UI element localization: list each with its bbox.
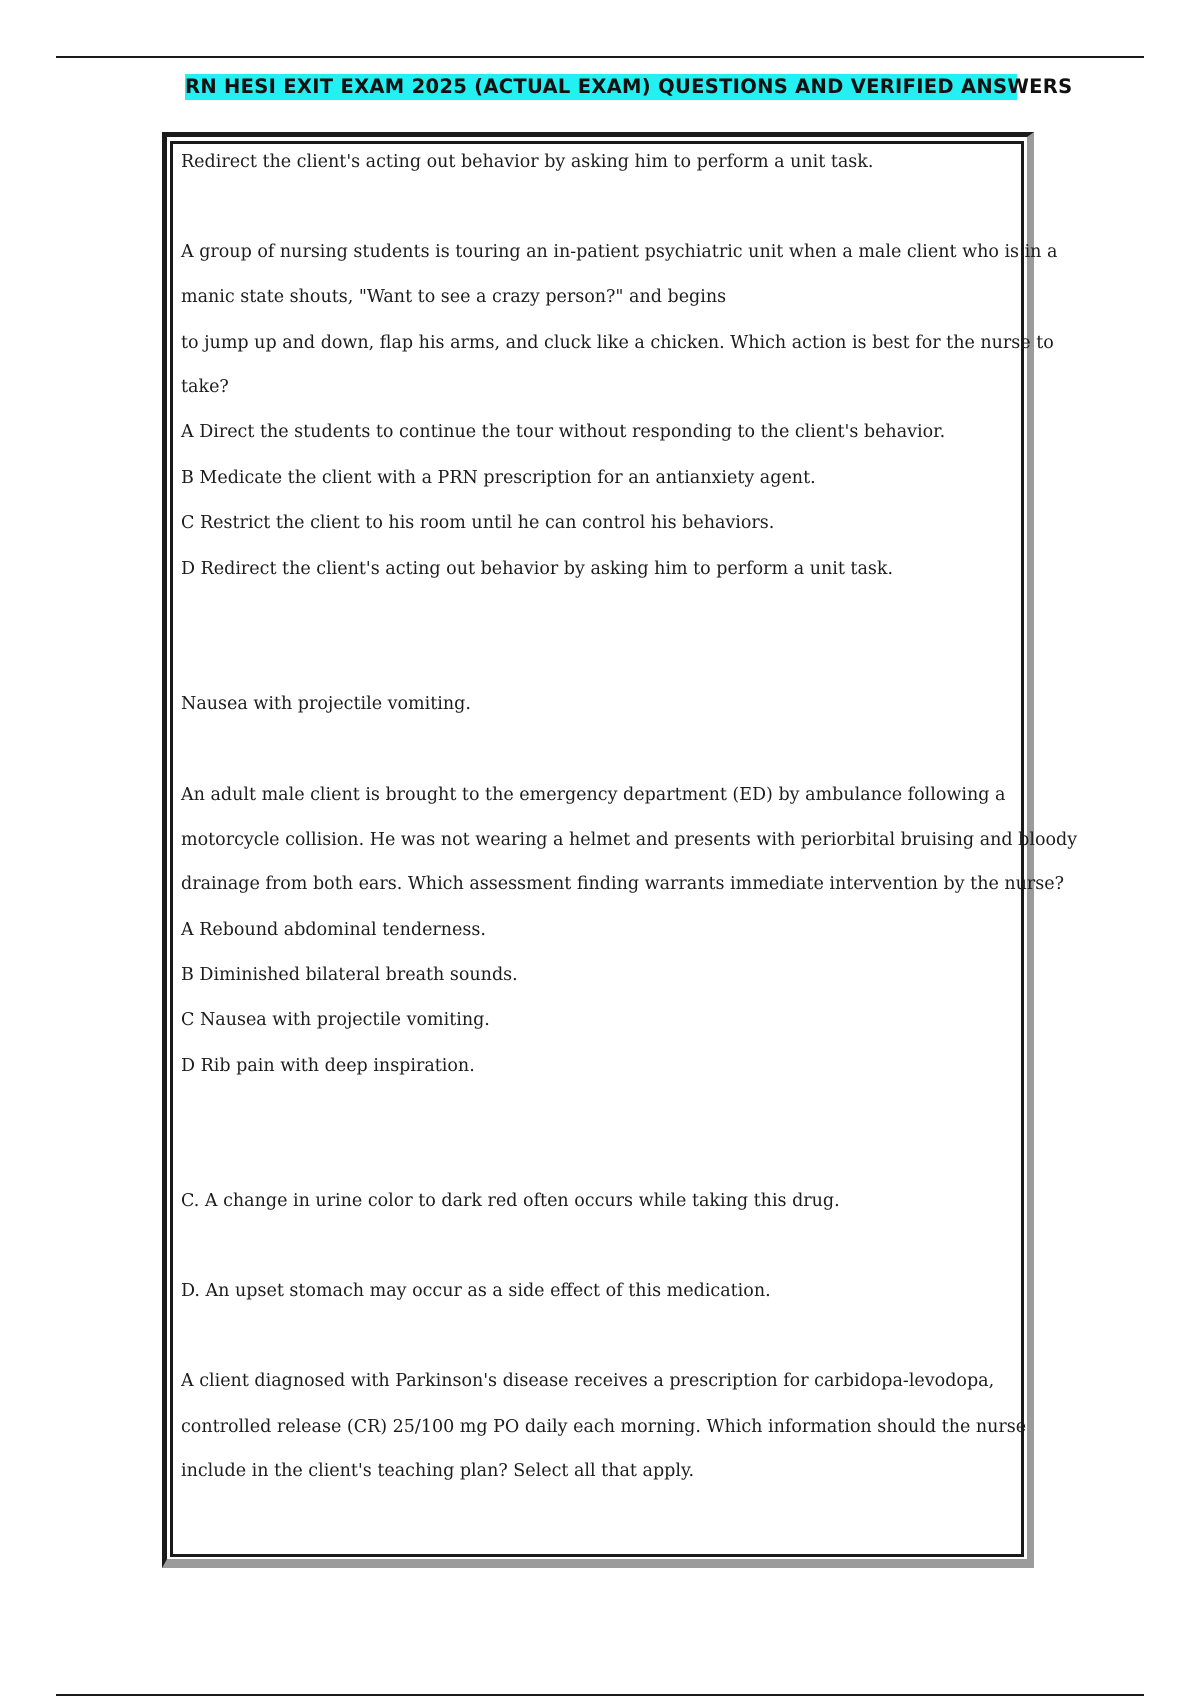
option-d: D Rib pain with deep inspiration.: [181, 1056, 475, 1076]
document-title: RN HESI EXIT EXAM 2025 (ACTUAL EXAM) QUESTIONS AND VERIFIED ANSWERS: [185, 75, 1073, 98]
option-c: C Restrict the client to his room until he can control his behaviors.: [181, 513, 775, 533]
answer-text: Nausea with projectile vomiting.: [181, 694, 471, 714]
option-a: A Rebound abdominal tenderness.: [181, 920, 486, 940]
answer-text: C. A change in urine color to dark red often occurs while taking this drug.: [181, 1191, 840, 1211]
top-rule: [56, 56, 1144, 58]
question-line: motorcycle collision. He was not wearing a helmet and presents with periorbital bruising and bloody: [181, 830, 1078, 850]
question-line: A client diagnosed with Parkinson's disease receives a prescription for carbidopa-levodopa,: [181, 1371, 995, 1391]
question-line: manic state shouts, "Want to see a crazy person?" and begins: [181, 287, 727, 307]
option-a: A Direct the students to continue the tour without responding to the client's behavior.: [181, 422, 946, 442]
question-line: controlled release (CR) 25/100 mg PO daily each morning. Which information should the nurse: [181, 1417, 1027, 1437]
question-line: An adult male client is brought to the emergency department (ED) by ambulance following a: [181, 785, 1006, 805]
question-line: include in the client's teaching plan? Select all that apply.: [181, 1461, 695, 1481]
question-line: drainage from both ears. Which assessment finding warrants immediate intervention by the nurse?: [181, 874, 1065, 894]
option-b: B Diminished bilateral breath sounds.: [181, 965, 518, 985]
option-b: B Medicate the client with a PRN prescription for an antianxiety agent.: [181, 468, 816, 488]
question-line: A group of nursing students is touring an in-patient psychiatric unit when a male client who is in a: [181, 242, 1058, 262]
answer-text: Redirect the client's acting out behavior by asking him to perform a unit task.: [181, 152, 874, 172]
question-line: to jump up and down, flap his arms, and cluck like a chicken. Which action is best for the nurse to: [181, 333, 1054, 353]
bottom-rule: [56, 1694, 1144, 1696]
option-d: D Redirect the client's acting out behavior by asking him to perform a unit task.: [181, 559, 894, 579]
option-c: C Nausea with projectile vomiting.: [181, 1010, 490, 1030]
answer-text: D. An upset stomach may occur as a side effect of this medication.: [181, 1281, 771, 1301]
question-line: take?: [181, 377, 229, 397]
